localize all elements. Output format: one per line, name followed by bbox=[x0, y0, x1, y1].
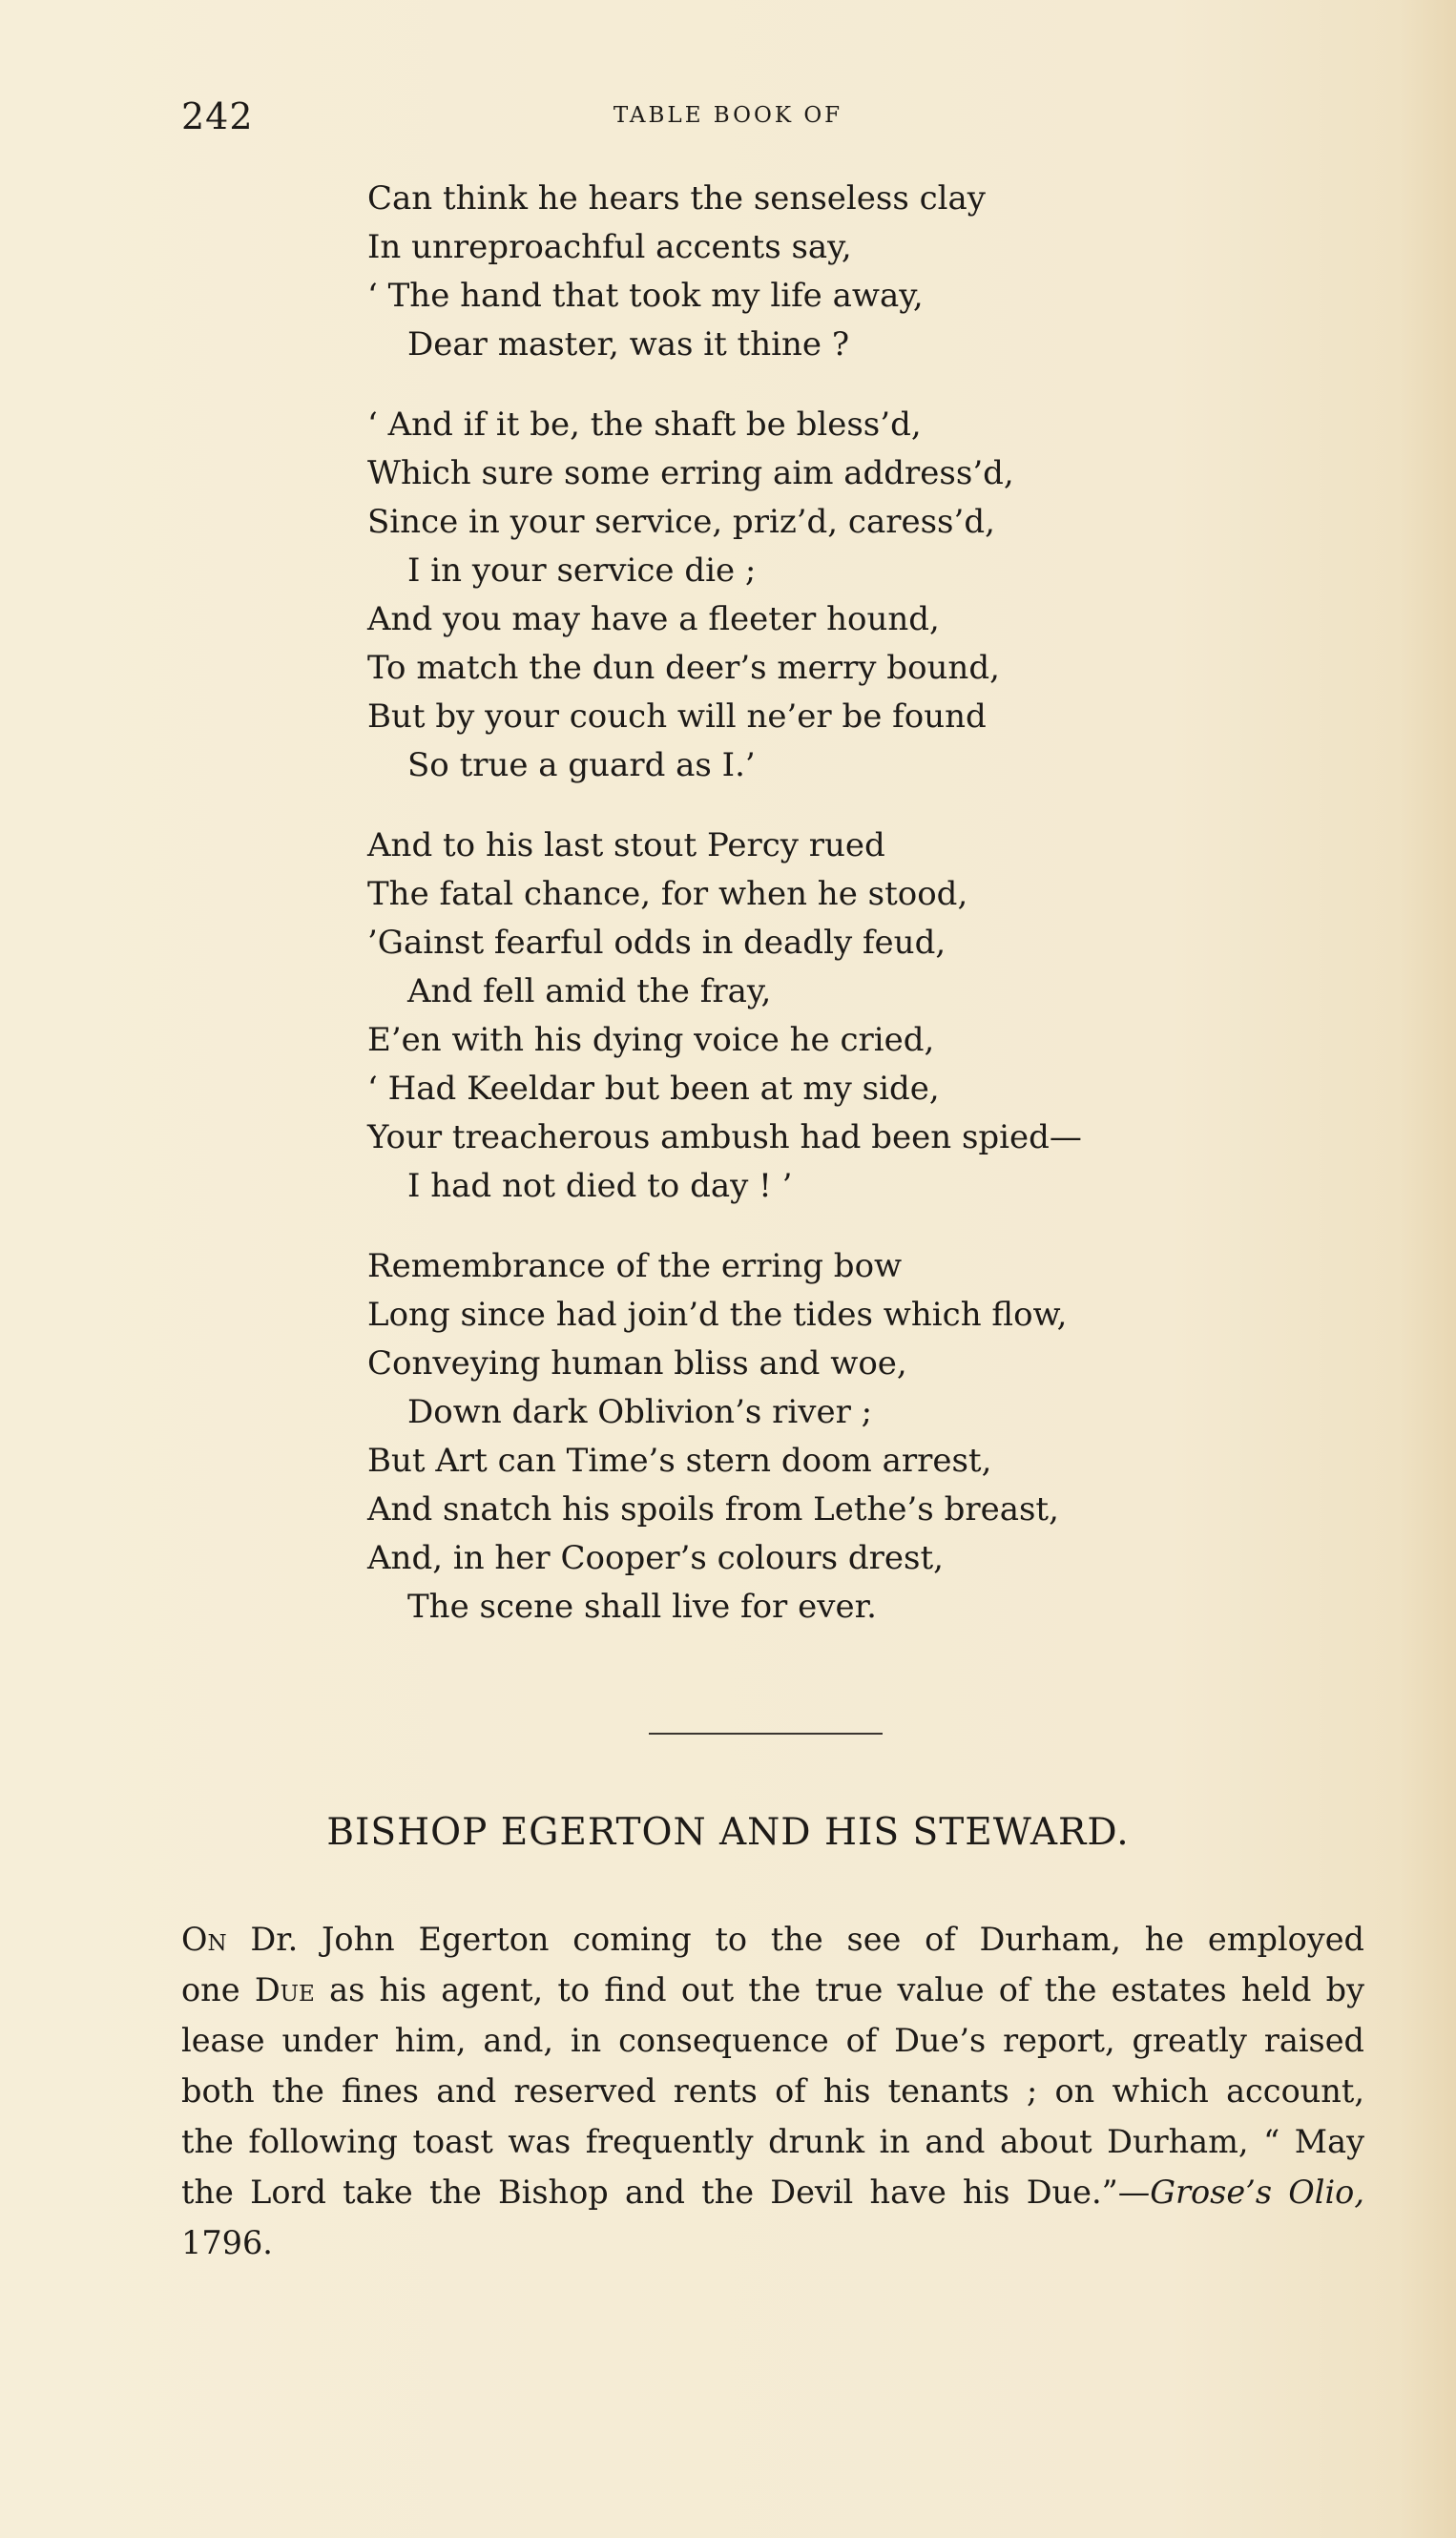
poem-line: The scene shall live for ever. bbox=[407, 1588, 877, 1626]
poem-line: Down dark Oblivion’s river ; bbox=[407, 1393, 873, 1431]
poem bbox=[367, 175, 1341, 1663]
body-line: 1796. bbox=[181, 2224, 273, 2261]
poem-line: ‘ And if it be, the shaft be bless’d, bbox=[367, 406, 922, 444]
article-body bbox=[181, 1914, 1364, 2268]
poem-line: To match the dun deer’s merry bound, bbox=[367, 649, 1000, 687]
poem-line: And to his last stout Percy rued bbox=[367, 826, 885, 864]
poem-line: Since in your service, priz’d, caress’d, bbox=[367, 503, 995, 541]
stanza-4 bbox=[367, 1242, 1341, 1632]
poem-line: Dear master, was it thine ? bbox=[407, 325, 850, 364]
poem-line: ‘ Had Keeldar but been at my side, bbox=[367, 1070, 940, 1108]
poem-line: But Art can Time’s stern doom arrest, bbox=[367, 1442, 992, 1480]
poem-line: In unreproachful accents say, bbox=[367, 228, 852, 266]
body-line bbox=[181, 1914, 1364, 1965]
poem-line: Remembrance of the erring bow bbox=[367, 1247, 903, 1285]
poem-line: Conveying human bliss and woe, bbox=[367, 1344, 907, 1383]
body-line: the following toast was frequently drunk in and about Durham, “ May bbox=[181, 2123, 1364, 2160]
citation-author: Grose’s bbox=[1150, 2174, 1273, 2211]
running-head bbox=[0, 95, 1456, 143]
poem-line: So true a guard as I.’ bbox=[407, 746, 756, 784]
poem-line: I had not died to day ! ’ bbox=[407, 1167, 793, 1205]
body-text: as his agent, to find out the true value of the estates held by bbox=[314, 1971, 1364, 2008]
poem-line: Long since had join’d the tides which flow, bbox=[367, 1296, 1068, 1334]
poem-line: And fell amid the fray, bbox=[407, 972, 772, 1010]
poem-line: ’Gainst fearful odds in deadly feud, bbox=[367, 924, 946, 962]
body-line bbox=[181, 2167, 1364, 2217]
body-line: lease under him, and, in consequence of Due’s report, greatly raised bbox=[181, 2022, 1364, 2059]
body-text: one bbox=[181, 1971, 255, 2008]
small-caps-word: Due bbox=[254, 1971, 315, 2008]
poem-line: And you may have a fleeter hound, bbox=[367, 600, 940, 638]
poem-line: And snatch his spoils from Lethe’s breast, bbox=[367, 1490, 1059, 1529]
article-title: BISHOP EGERTON AND HIS STEWARD. bbox=[326, 1811, 1130, 1854]
poem-line: The fatal chance, for when he stood, bbox=[367, 875, 968, 913]
body-text bbox=[1272, 2174, 1288, 2211]
stanza-1 bbox=[367, 175, 1341, 369]
poem-line: I in your service die ; bbox=[407, 551, 757, 590]
running-title: TABLE BOOK OF bbox=[613, 103, 843, 128]
poem-line: Which sure some erring aim address’d, bbox=[367, 454, 1014, 492]
body-text: Dr. John Egerton coming to the see of Durham, he employed bbox=[226, 1921, 1364, 1958]
poem-line: ‘ The hand that took my life away, bbox=[367, 277, 924, 315]
body-line: both the fines and reserved rents of his tenants ; on which account, bbox=[181, 2072, 1364, 2110]
stanza-2 bbox=[367, 401, 1341, 790]
small-caps-word: On bbox=[181, 1921, 227, 1958]
poem-line: But by your couch will ne’er be found bbox=[367, 697, 987, 736]
poem-line: E’en with his dying voice he cried, bbox=[367, 1021, 935, 1059]
body-line bbox=[181, 1965, 1364, 2015]
citation-work: Olio, bbox=[1288, 2174, 1364, 2211]
body-text: the Lord take the Bishop and the Devil have his Due.”— bbox=[181, 2174, 1151, 2211]
page-number: 242 bbox=[181, 95, 254, 137]
section-divider bbox=[649, 1733, 883, 1735]
poem-line: Your treacherous ambush had been spied— bbox=[367, 1118, 1082, 1156]
stanza-3 bbox=[367, 822, 1341, 1211]
poem-line: And, in her Cooper’s colours drest, bbox=[367, 1539, 944, 1577]
poem-line: Can think he hears the senseless clay bbox=[367, 179, 986, 218]
